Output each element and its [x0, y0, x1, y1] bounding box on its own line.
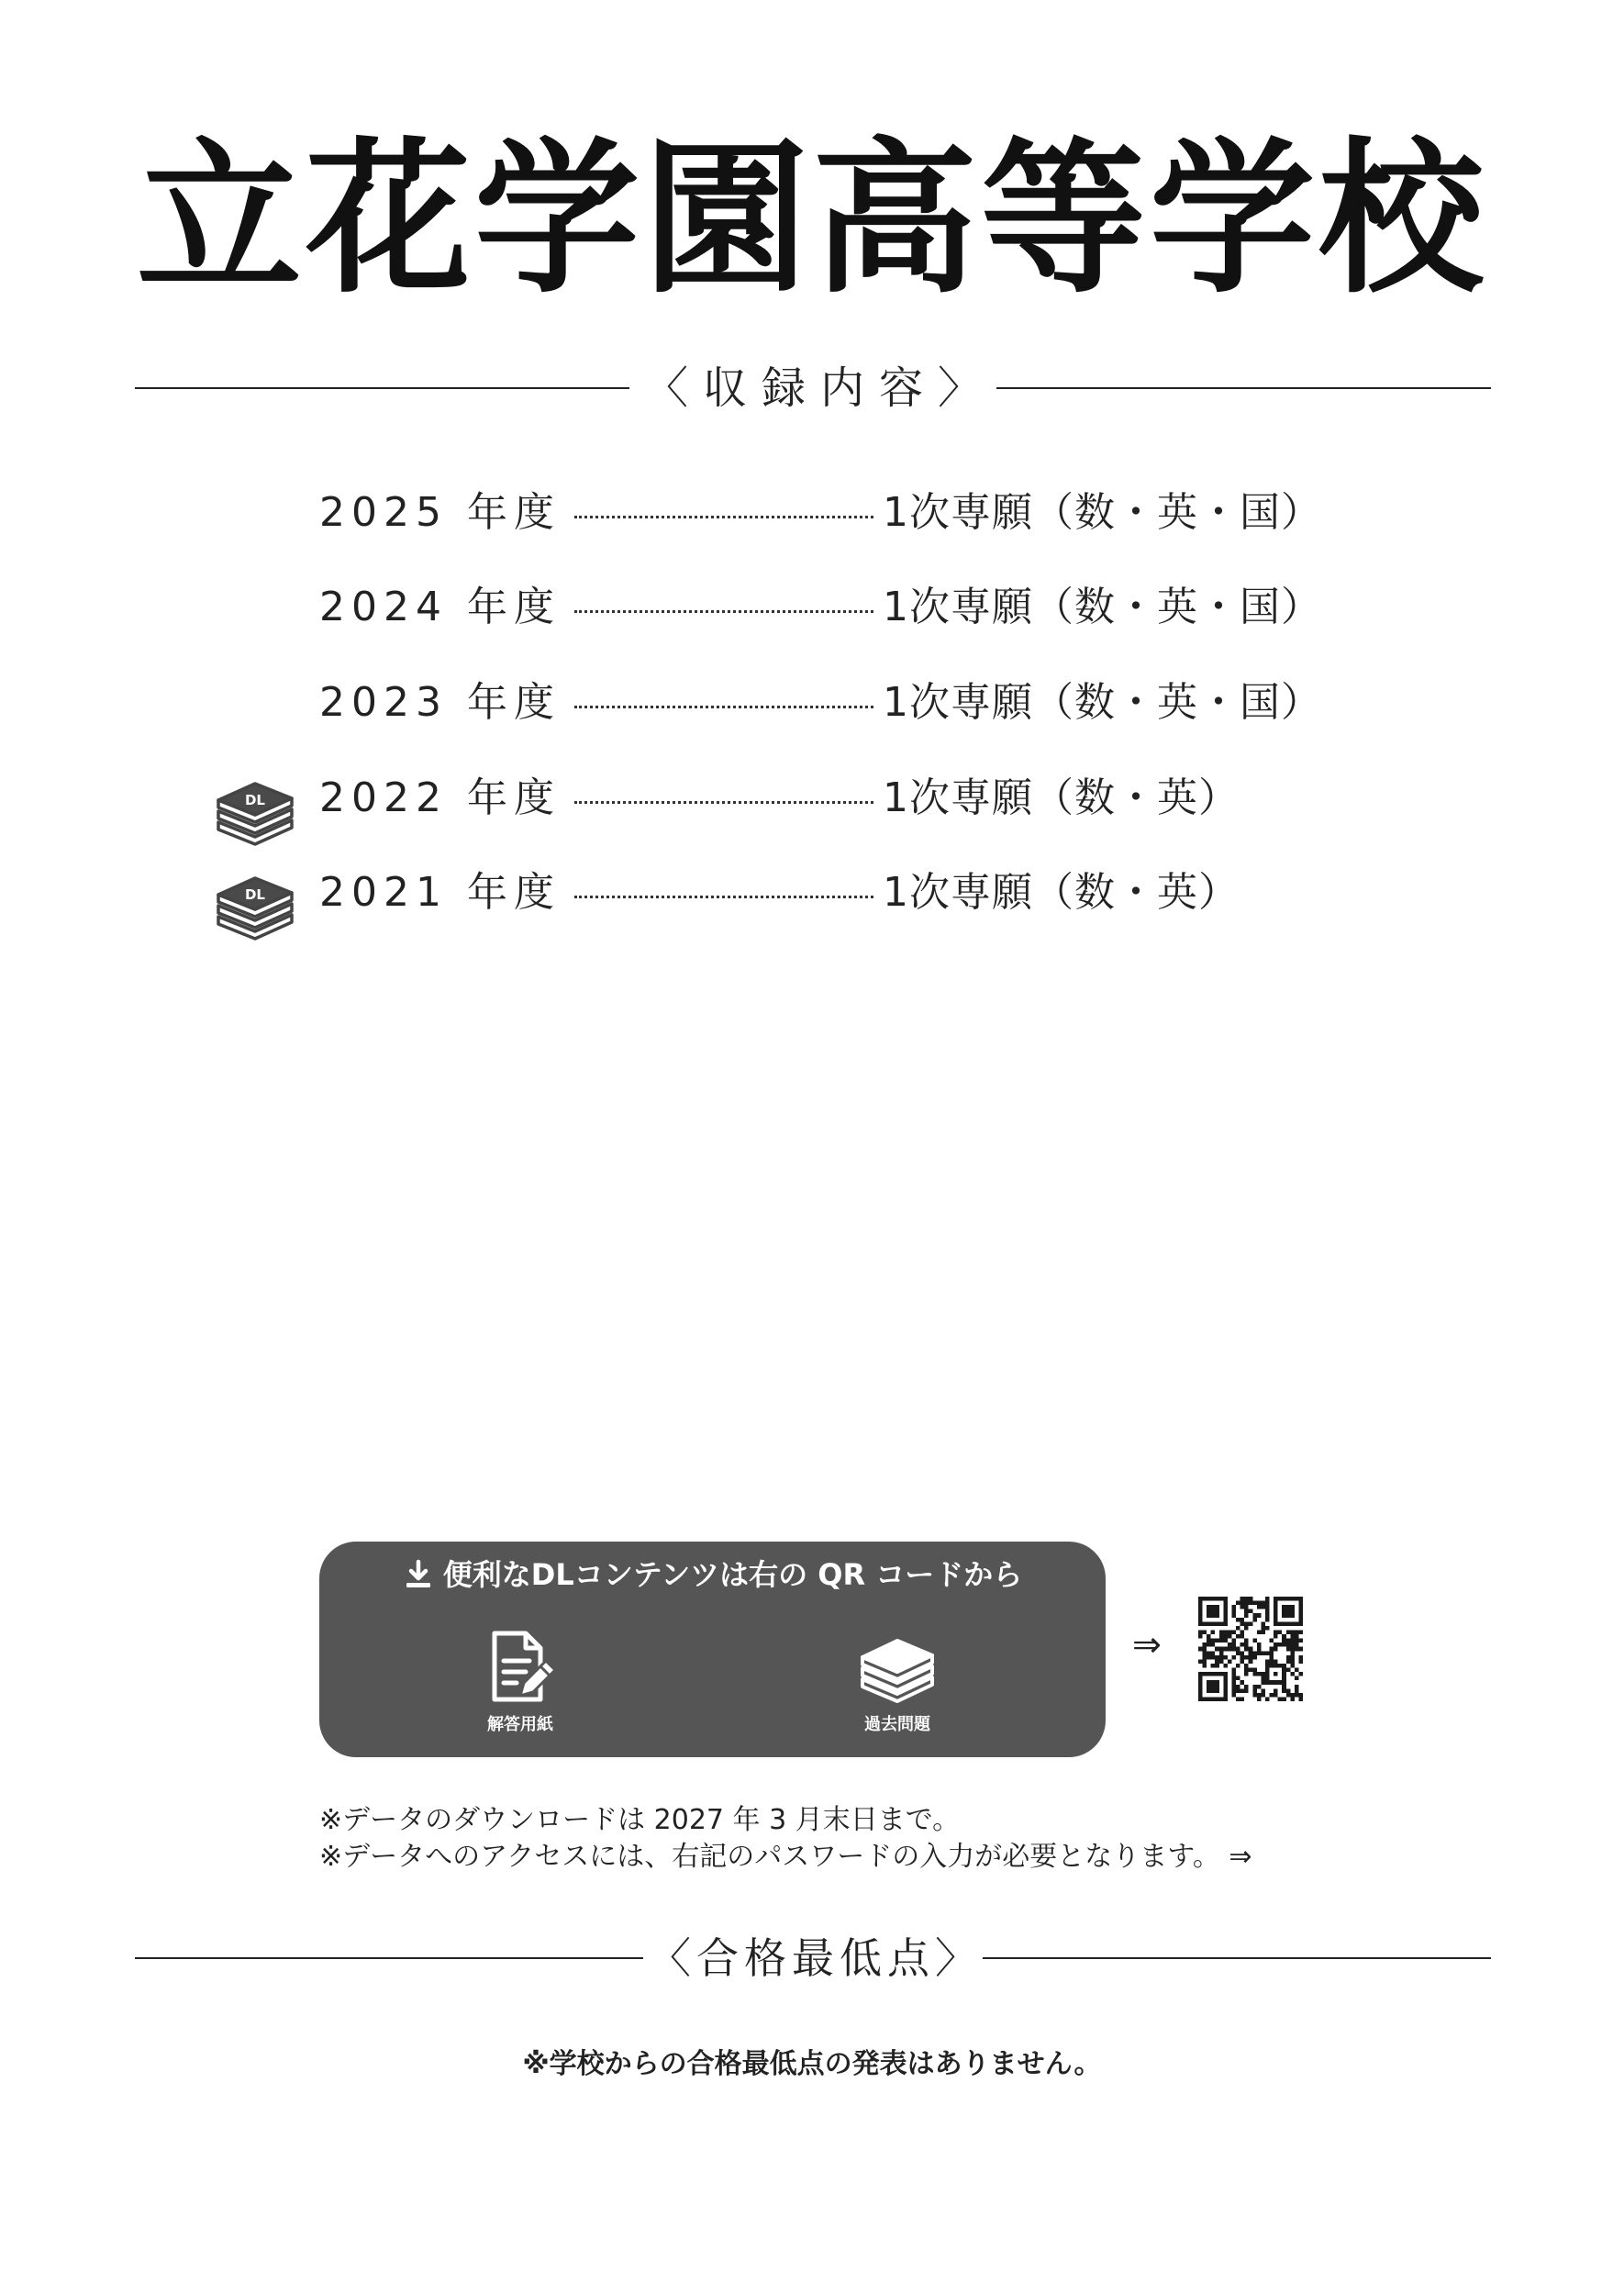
year-label: 2021 年度 — [319, 869, 561, 916]
contents-heading-label: 〈収録内容〉 — [644, 362, 997, 414]
dl-badge-text: DL — [244, 886, 266, 903]
exam-label: 1次専願（数・英・国） — [883, 679, 1322, 726]
exam-label: 1次専願（数・英） — [883, 869, 1240, 916]
note-download-deadline: ※データのダウンロードは 2027 年 3 月末日まで。 — [319, 1804, 961, 1836]
contents-row — [319, 580, 1322, 635]
dot-leader — [574, 610, 873, 613]
contents-row — [244, 771, 1240, 826]
dl-book-icon — [213, 773, 297, 848]
min-score-note: ※学校からの合格最低点の発表はありません。 — [522, 2048, 1102, 2080]
contents-row — [319, 675, 1322, 730]
exam-label: 1次専願（数・英） — [883, 774, 1240, 821]
book-stack-item — [824, 1626, 971, 1736]
dot-leader — [574, 706, 873, 708]
dot-leader — [574, 801, 873, 804]
download-box-header — [319, 1554, 1106, 1595]
download-icon — [403, 1559, 434, 1590]
book-stack-label: 過去問題 — [864, 1715, 930, 1734]
dot-leader — [574, 896, 873, 898]
contents-row — [319, 485, 1322, 540]
exam-label: 1次専願（数・英・国） — [883, 489, 1322, 536]
dot-leader — [574, 516, 873, 518]
answer-sheet-item — [447, 1626, 594, 1736]
school-title: 立花学園高等学校 — [136, 124, 1487, 316]
dl-book-icon — [213, 867, 297, 942]
download-notes — [319, 1802, 1252, 1876]
answer-sheet-label: 解答用紙 — [487, 1715, 553, 1734]
year-label: 2024 年度 — [319, 584, 561, 630]
min-score-heading-label: 〈合格最低点〉 — [649, 1933, 983, 1983]
download-box-header-text: 便利なDLコンテンツは右の QR コードから — [442, 1557, 1023, 1592]
heading-rule-left — [135, 1957, 643, 1959]
min-score-heading — [135, 1931, 1491, 1986]
heading-rule-right — [996, 387, 1491, 389]
heading-rule-left — [135, 387, 629, 389]
download-contents-box — [319, 1542, 1106, 1757]
contents-heading — [135, 361, 1491, 416]
arrow-to-qr: ⇒ — [1132, 1624, 1162, 1665]
heading-rule-right — [983, 1957, 1491, 1959]
year-label: 2023 年度 — [319, 679, 561, 726]
dl-badge-text: DL — [244, 792, 266, 808]
answer-sheet-icon — [480, 1626, 561, 1707]
note-password: ※データへのアクセスには、右記のパスワードの入力が必要となります。 ⇒ — [319, 1841, 1252, 1873]
contents-row — [244, 865, 1240, 920]
exam-label: 1次専願（数・英・国） — [883, 584, 1322, 630]
year-label: 2022 年度 — [319, 774, 561, 821]
book-stack-icon — [857, 1626, 938, 1707]
year-label: 2025 年度 — [319, 489, 561, 536]
qr-code — [1198, 1597, 1303, 1701]
